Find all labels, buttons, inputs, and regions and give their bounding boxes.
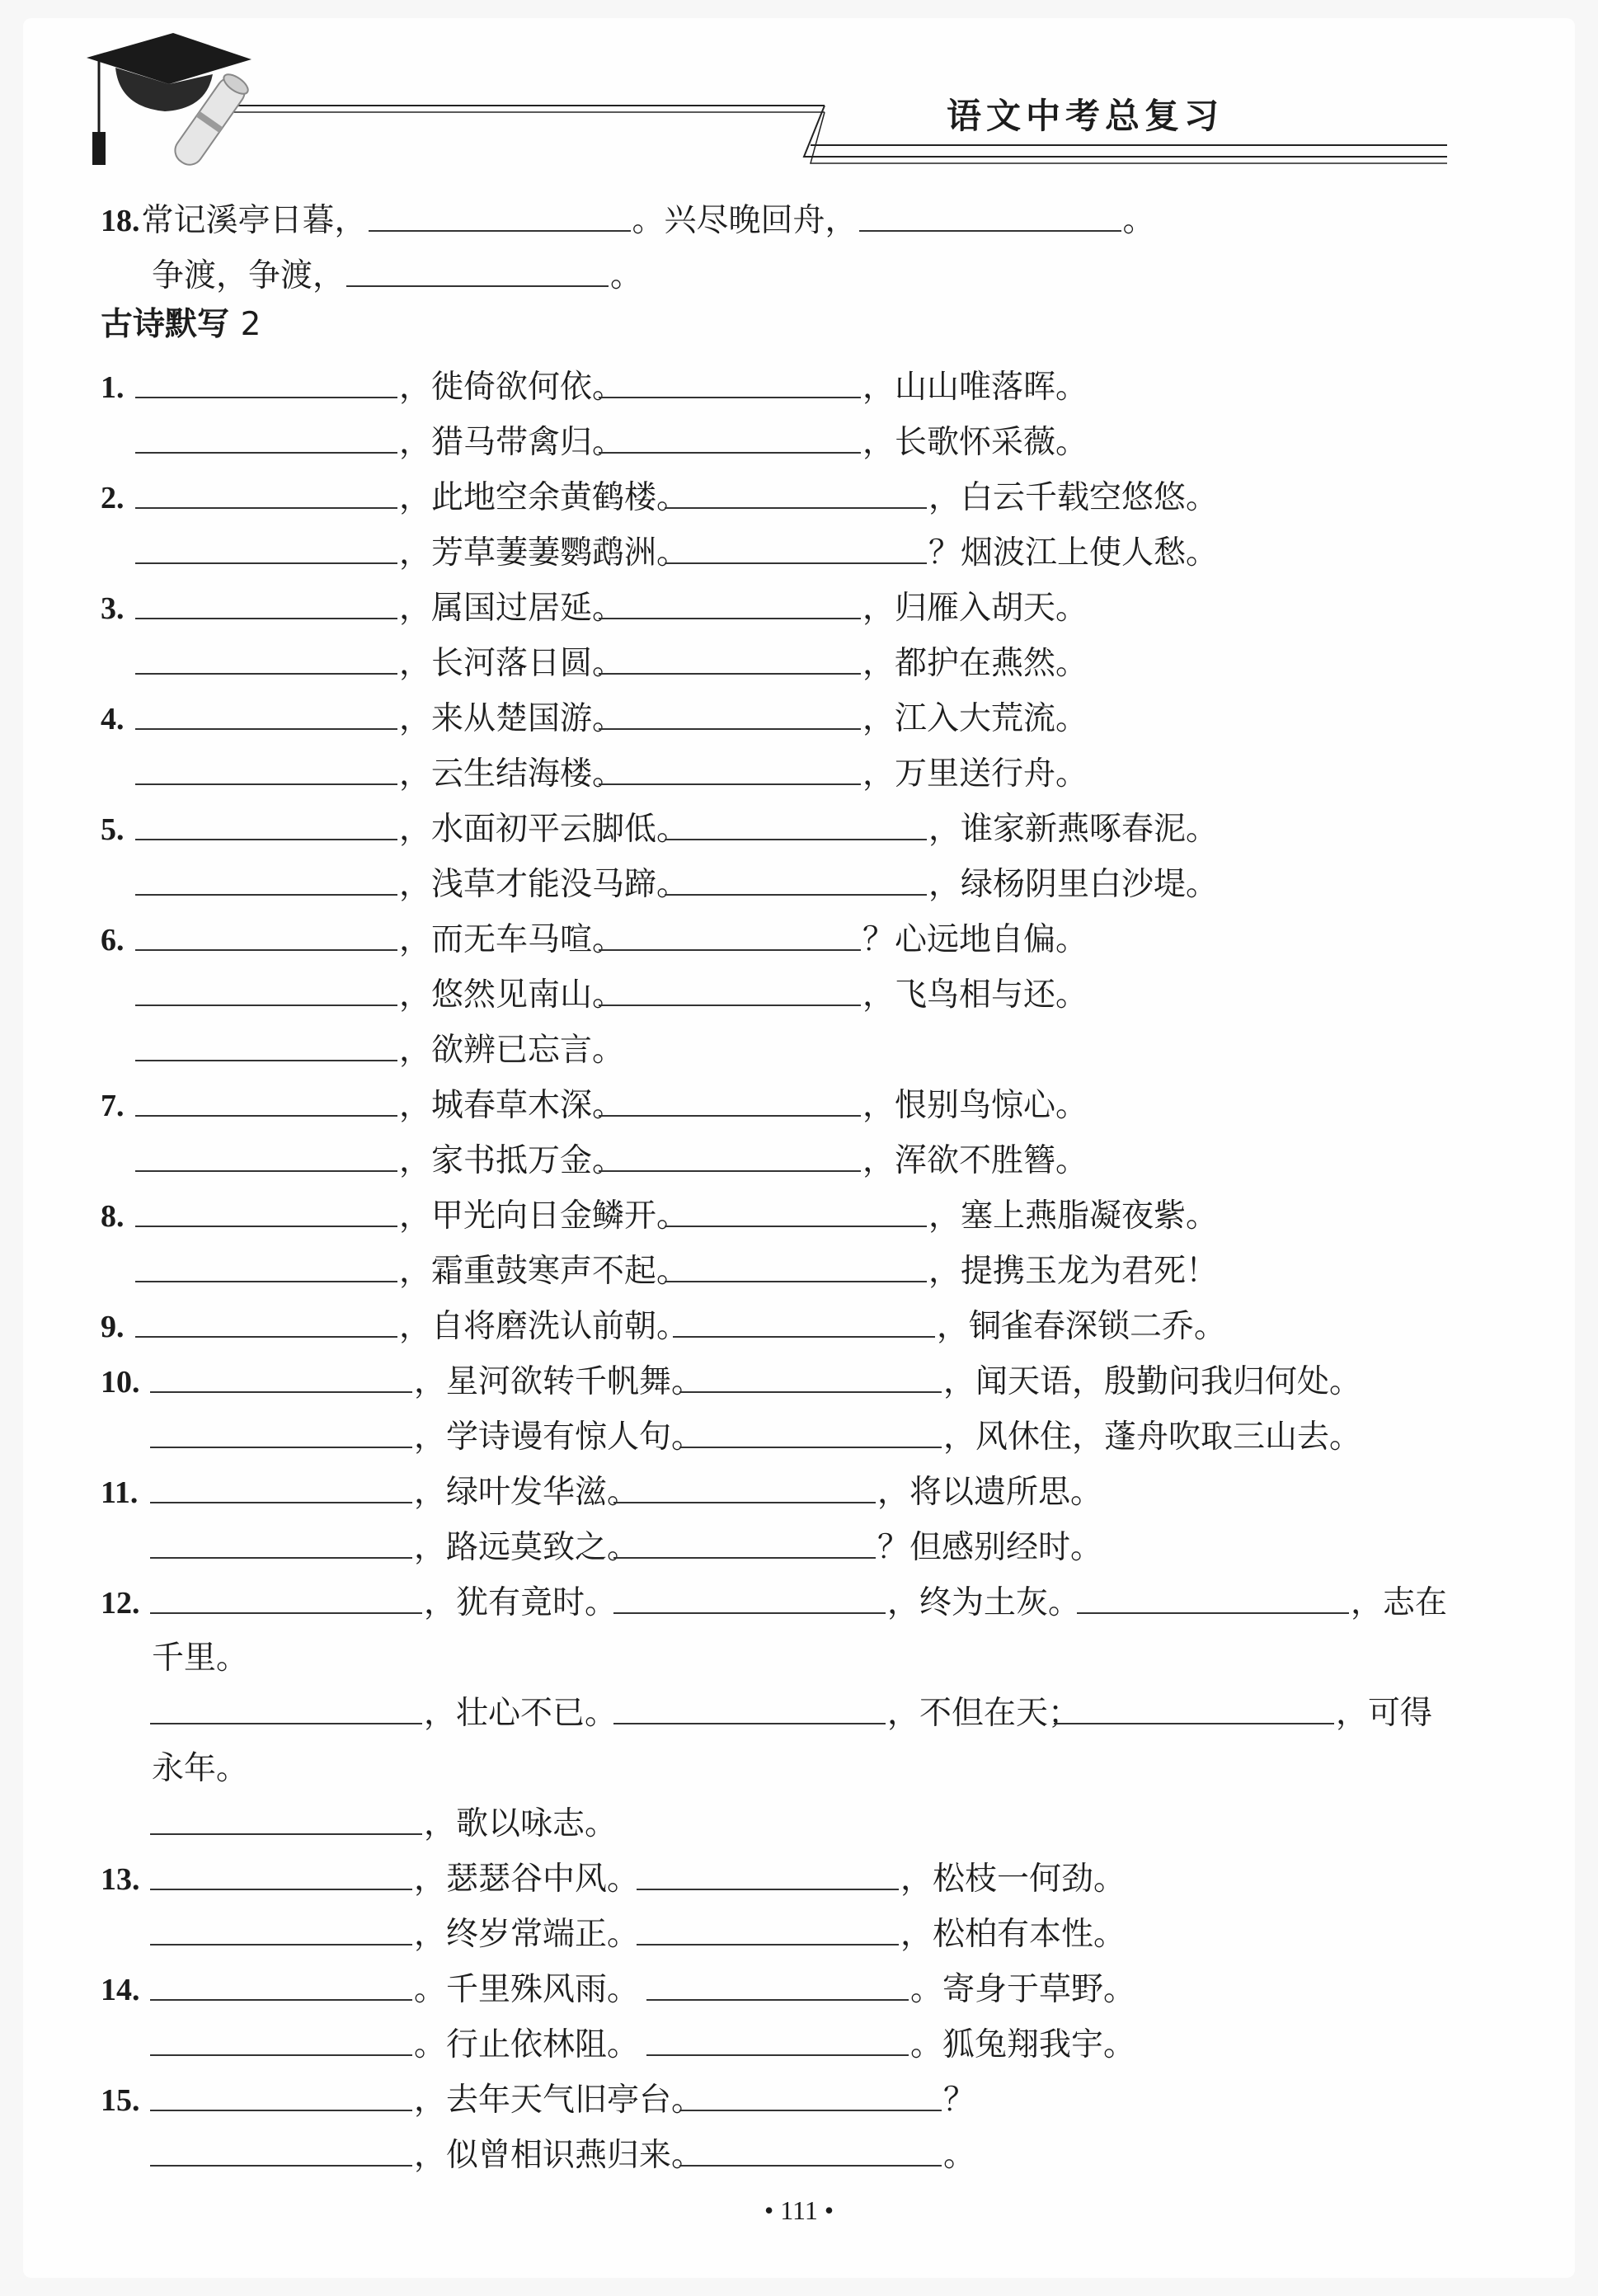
answer-blank[interactable]: [135, 838, 397, 840]
answer-blank[interactable]: [859, 229, 1121, 232]
answer-blank[interactable]: [665, 562, 927, 564]
answer-blank[interactable]: [599, 1114, 861, 1117]
poem-text: ，绿叶发华滋。: [414, 1474, 640, 1511]
poem-text: ，松柏有本性。: [900, 1916, 1126, 1953]
answer-blank[interactable]: [1077, 1611, 1349, 1614]
answer-blank[interactable]: [150, 1446, 412, 1448]
poem-text: 。: [1122, 202, 1155, 239]
poem-text: ，塞上燕脂凝夜紫。: [928, 1197, 1219, 1235]
question-15-line-1: [101, 2061, 977, 2119]
poem-text: ，瑟瑟谷中风。: [414, 1861, 640, 1898]
question-10-line-2: [150, 1398, 1363, 1456]
answer-blank[interactable]: [135, 1225, 397, 1227]
answer-blank[interactable]: [150, 1611, 422, 1614]
question-number: 3.: [101, 591, 125, 626]
question-number: 5.: [101, 812, 125, 847]
poem-text: ，提携玉龙为君死！: [928, 1253, 1219, 1290]
poem-text: ，谁家新燕啄春泥。: [928, 811, 1219, 848]
poem-text: ，欲辨已忘言。: [399, 1032, 625, 1069]
poem-text: ，自将磨洗认前朝。: [399, 1308, 689, 1345]
poem-text: ，可得: [1336, 1695, 1433, 1732]
answer-blank[interactable]: [1054, 1722, 1334, 1724]
question-6-line-1: [101, 901, 1089, 956]
answer-blank[interactable]: [599, 783, 861, 785]
question-number: 8.: [101, 1199, 125, 1234]
poem-text: ，壮心不已。: [424, 1695, 618, 1732]
poem-text: ，来从楚国游。: [399, 700, 625, 737]
answer-blank[interactable]: [135, 562, 397, 564]
question-2-line-1: [101, 459, 1220, 514]
answer-blank[interactable]: [665, 506, 927, 509]
poem-text: ，浑欲不胜簪。: [862, 1142, 1088, 1179]
page-footer: [0, 2195, 1598, 2226]
answer-blank[interactable]: [135, 1004, 397, 1006]
poem-text: ，飞鸟相与还。: [862, 976, 1088, 1014]
question-number: 10.: [101, 1365, 140, 1400]
question-number: 13.: [101, 1862, 140, 1897]
answer-blank[interactable]: [599, 727, 861, 730]
poem-text: ，志在: [1351, 1584, 1448, 1621]
question-number: 2.: [101, 481, 125, 515]
question-13-line-1: [101, 1840, 1127, 1898]
poem-text: ，歌以咏志。: [424, 1805, 618, 1842]
answer-blank[interactable]: [613, 1722, 886, 1724]
question-9-line-1: [101, 1287, 1228, 1343]
answer-blank[interactable]: [135, 948, 397, 951]
poem-text: ，松枝一何劲。: [900, 1861, 1126, 1898]
header-title: 语文中考总复习: [947, 96, 1224, 136]
question-7-line-1: [101, 1066, 1089, 1122]
poem-text: ，不但在天；: [887, 1695, 1081, 1732]
question-number: 15.: [101, 2083, 140, 2118]
section-title-text: 古诗默写: [101, 306, 230, 343]
poem-text: ，芳草萋萋鹦鹉洲。: [399, 534, 689, 572]
question-number: 12.: [101, 1586, 140, 1621]
poem-text: ，终岁常端正。: [414, 1916, 640, 1953]
answer-blank[interactable]: [346, 285, 609, 287]
question-number: 7.: [101, 1089, 125, 1123]
poem-text: ，恨别鸟惊心。: [862, 1087, 1088, 1124]
answer-blank[interactable]: [150, 1501, 412, 1503]
question-5-line-2: [135, 845, 1220, 901]
poem-text: ，甲光向日金鳞开。: [399, 1197, 689, 1235]
question-4-line-2: [135, 735, 1089, 793]
graduation-cap-icon: [82, 33, 272, 173]
poem-text: ，终为土灰。: [887, 1584, 1081, 1621]
answer-blank[interactable]: [646, 2054, 909, 2056]
poem-text: ，白云千载空悠悠。: [928, 479, 1219, 516]
answer-blank[interactable]: [150, 1943, 412, 1945]
poem-text: 常记溪亭日暮，: [141, 202, 367, 239]
question-8-line-1: [101, 1177, 1220, 1235]
answer-blank[interactable]: [599, 396, 861, 398]
poem-text: 。千里殊风雨。: [414, 1971, 640, 2008]
answer-blank[interactable]: [665, 893, 927, 896]
question-number: 9.: [101, 1310, 125, 1344]
poem-text: ，绿杨阴里白沙堤。: [928, 866, 1219, 903]
poem-text: ，闻天语，殷勤问我归何处。: [943, 1363, 1362, 1400]
poem-text: ，似曾相识燕归来。: [414, 2137, 704, 2174]
poem-text: ，属国过居延。: [399, 590, 625, 627]
poem-text: 争渡，争渡，: [152, 257, 345, 294]
answer-blank[interactable]: [599, 948, 861, 951]
question-11-line-1: [101, 1453, 1104, 1511]
answer-blank[interactable]: [135, 451, 397, 454]
answer-blank[interactable]: [135, 1169, 397, 1172]
page-number: 111: [780, 2195, 818, 2225]
answer-blank[interactable]: [369, 229, 631, 232]
poem-text: ？心远地自偏。: [862, 921, 1088, 958]
answer-blank[interactable]: [135, 783, 397, 785]
answer-blank[interactable]: [673, 1335, 935, 1338]
answer-blank[interactable]: [135, 617, 397, 619]
poem-text: ，家书抵万金。: [399, 1142, 625, 1179]
question-3-line-1: [101, 569, 1089, 627]
question-12-line-4: [150, 1729, 250, 1785]
poem-text: ？但感别经时。: [877, 1529, 1103, 1566]
question-14-line-2: [150, 2006, 1137, 2061]
poem-text: ，路远莫致之。: [414, 1529, 640, 1566]
question-12-line-2: [150, 1619, 250, 1677]
poem-text: ？: [943, 2082, 976, 2119]
answer-blank[interactable]: [135, 1335, 397, 1338]
poem-text: ，水面初平云脚低。: [399, 811, 689, 848]
poem-text: 。: [943, 2137, 976, 2174]
answer-blank[interactable]: [665, 838, 927, 840]
question-18-line-1: [101, 181, 1157, 237]
question-number: 1.: [101, 370, 125, 405]
question-2-line-2: [135, 514, 1220, 572]
poem-text: ，星河欲转千帆舞。: [414, 1363, 704, 1400]
question-number: 18.: [101, 204, 140, 238]
answer-blank[interactable]: [613, 1611, 886, 1614]
question-number: 11.: [101, 1475, 139, 1510]
answer-blank[interactable]: [599, 1169, 861, 1172]
poem-text: ，浅草才能没马蹄。: [399, 866, 689, 903]
question-10-line-1: [101, 1343, 1363, 1398]
question-12-line-5: [150, 1785, 618, 1840]
answer-blank[interactable]: [679, 2164, 942, 2167]
poem-text: ，长歌怀采薇。: [862, 424, 1088, 461]
answer-blank[interactable]: [135, 1280, 397, 1282]
answer-blank[interactable]: [150, 2109, 412, 2111]
answer-blank[interactable]: [150, 2164, 412, 2167]
answer-blank[interactable]: [613, 1556, 876, 1559]
answer-blank[interactable]: [135, 506, 397, 509]
poem-text: 。行止依林阻。: [414, 2026, 640, 2063]
poem-text: ，学诗谩有惊人句。: [414, 1419, 704, 1456]
answer-blank[interactable]: [150, 2054, 412, 2056]
answer-blank[interactable]: [679, 1390, 942, 1393]
bullet-dot: •: [824, 2195, 834, 2225]
poem-text: ，归雁入胡天。: [862, 590, 1088, 627]
poem-text: ，城春草木深。: [399, 1087, 625, 1124]
poem-text: ，悠然见南山。: [399, 976, 625, 1014]
poem-text: ，都护在燕然。: [862, 645, 1088, 682]
question-12-line-3: [150, 1674, 1434, 1732]
poem-text: 永年。: [152, 1750, 249, 1787]
answer-blank[interactable]: [135, 893, 397, 896]
poem-text: ，而无车马喧。: [399, 921, 625, 958]
question-5-line-1: [101, 790, 1220, 848]
answer-blank[interactable]: [637, 1888, 899, 1890]
section-number: 2: [240, 306, 261, 343]
question-13-line-2: [150, 1895, 1127, 1953]
answer-blank[interactable]: [665, 1225, 927, 1227]
question-18-line-2: [150, 237, 644, 292]
answer-blank[interactable]: [637, 1943, 899, 1945]
poem-text: ，风休住，蓬舟吹取三山去。: [943, 1419, 1362, 1456]
question-3-line-2: [135, 624, 1089, 680]
poem-text: ，长河落日圆。: [399, 645, 625, 682]
poem-text: ，云生结海楼。: [399, 755, 625, 793]
poem-text: ，去年天气旧亭台。: [414, 2082, 704, 2119]
poem-text: ，万里送行舟。: [862, 755, 1088, 793]
poem-text: ，江入大荒流。: [862, 700, 1088, 737]
question-6-line-2: [135, 956, 1089, 1014]
answer-blank[interactable]: [135, 1059, 397, 1061]
question-number: 14.: [101, 1973, 140, 2007]
answer-blank[interactable]: [646, 1998, 909, 2001]
question-1-line-1: [101, 348, 1089, 406]
poem-text: 。狐兔翔我宇。: [910, 2026, 1136, 2063]
answer-blank[interactable]: [150, 1833, 422, 1835]
answer-blank[interactable]: [150, 1556, 412, 1559]
answer-blank[interactable]: [613, 1501, 876, 1503]
question-12-line-1: [101, 1564, 1449, 1619]
page-header: [0, 0, 1598, 181]
question-14-line-1: [101, 1950, 1137, 2006]
answer-blank[interactable]: [599, 617, 861, 619]
question-4-line-1: [101, 680, 1089, 735]
poem-text: ，山山唯落晖。: [862, 369, 1088, 406]
question-11-line-2: [150, 1508, 1104, 1564]
poem-text: 。兴尽晚回舟，: [632, 202, 858, 239]
poem-text: ，犹有竟时。: [424, 1584, 618, 1621]
answer-blank[interactable]: [599, 451, 861, 454]
answer-blank[interactable]: [599, 672, 861, 675]
answer-blank[interactable]: [150, 1722, 422, 1724]
question-number: 6.: [101, 923, 125, 957]
question-7-line-2: [135, 1122, 1089, 1177]
poem-text: ，铜雀春深锁二乔。: [937, 1308, 1227, 1345]
section-title: [101, 299, 261, 345]
answer-blank[interactable]: [599, 1004, 861, 1006]
answer-blank[interactable]: [150, 1998, 412, 2001]
answer-blank[interactable]: [150, 1888, 412, 1890]
question-number: 4.: [101, 702, 125, 736]
question-8-line-2: [135, 1232, 1220, 1290]
question-1-line-2: [135, 403, 1089, 459]
poem-text: ，此地空余黄鹤楼。: [399, 479, 689, 516]
bullet-dot: •: [764, 2195, 774, 2225]
poem-text: ？烟波江上使人愁。: [928, 534, 1219, 572]
poem-text: 。: [610, 257, 643, 294]
poem-text: 千里。: [152, 1640, 249, 1677]
question-15-line-2: [150, 2116, 977, 2174]
answer-blank[interactable]: [135, 396, 397, 398]
poem-text: ，猎马带禽归。: [399, 424, 625, 461]
poem-text: ，徙倚欲何依。: [399, 369, 625, 406]
question-6-line-3: [135, 1011, 626, 1069]
poem-text: ，霜重鼓寒声不起。: [399, 1253, 689, 1290]
answer-blank[interactable]: [135, 1114, 397, 1117]
answer-blank[interactable]: [679, 2109, 942, 2111]
answer-blank[interactable]: [679, 1446, 942, 1448]
poem-text: ，将以遗所思。: [877, 1474, 1103, 1511]
answer-blank[interactable]: [135, 727, 397, 730]
answer-blank[interactable]: [135, 672, 397, 675]
answer-blank[interactable]: [150, 1390, 412, 1393]
answer-blank[interactable]: [665, 1280, 927, 1282]
poem-text: 。寄身于草野。: [910, 1971, 1136, 2008]
